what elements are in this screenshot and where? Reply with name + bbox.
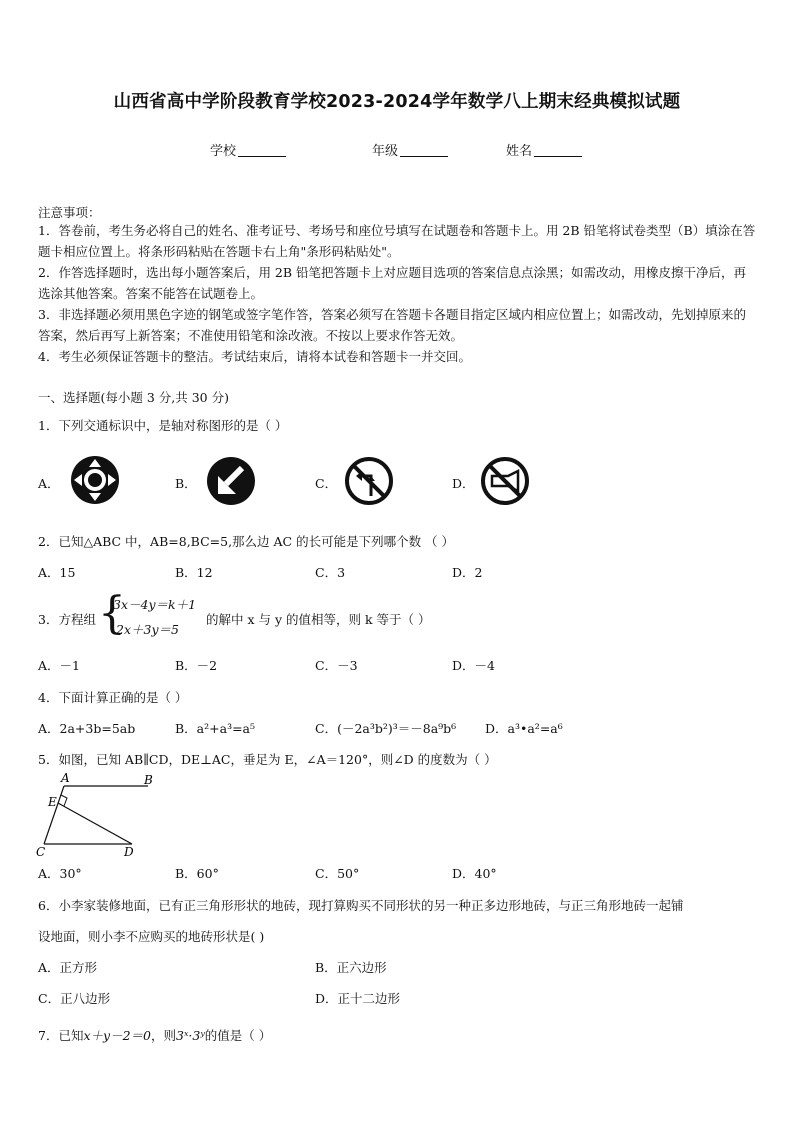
question-2-stem: 2．已知△ABC 中，AB=8,BC=5,那么边 AC 的长可能是下列哪个数 （ ） [38,534,455,549]
q7-prefix: 7．已知 [38,1028,84,1043]
q6-option-d[interactable]: D．正十二边形 [315,991,401,1006]
no-horn-sign-icon[interactable] [480,456,530,506]
notice-item-3: 3．非选择题必须用黑色字迹的钢笔或签字笔作答，答案必须写在答题卡各题目指定区域内相应位置上；如需改动，先划掉原来的答案，然后再写上新答案；不准使用铅笔和涂改液。不按以上要求作答无效。 [38,307,746,343]
notice-heading: 注意事项： [38,205,101,220]
no-left-turn-sign-icon[interactable] [344,456,394,506]
section-heading: 一、选择题(每小题 3 分,共 30 分) [38,390,229,405]
grade-label: 年级 [372,144,399,159]
q5-option-d[interactable]: D．40° [452,866,497,881]
grade-field[interactable] [372,140,448,159]
q5-option-a[interactable]: A．30° [38,866,82,881]
name-field[interactable] [506,140,582,159]
q2-option-a[interactable]: A．15 [38,565,76,580]
notice-item-2: 2．作答选择题时，选出每小题答案后，用 2B 铅笔把答题卡上对应题目选项的答案信息点涂黑；如需改动，用橡皮擦干净后，再选涂其他答案。答案不能答在试题卷上。 [38,265,747,301]
q1-option-d-label[interactable]: D． [452,476,475,491]
q1-option-c-label[interactable]: C． [315,476,338,491]
q2-option-c[interactable]: C．3 [315,565,346,580]
q3-option-b[interactable]: B．－2 [175,658,218,673]
question-3-stem-prefix: 3．方程组 [38,612,96,627]
keep-left-sign-icon[interactable] [206,456,256,506]
question-5-stem: 5．如图，已知 AB∥CD，DE⊥AC，垂足为 E，∠A＝120°，则∠D 的度数为（ ） [38,752,497,767]
q6-option-b[interactable]: B．正六边形 [315,960,387,975]
question-4-stem: 4．下面计算正确的是（ ） [38,690,188,705]
school-field[interactable] [210,140,286,159]
question-7-stem [38,1026,271,1044]
school-blank[interactable] [238,156,286,157]
page-title: 山西省高中学阶段教育学校2023-2024学年数学八上期末经典模拟试题 [113,92,681,112]
q4-option-d[interactable]: D．a³•a²=a⁶ [485,721,563,736]
grade-blank[interactable] [400,156,448,157]
q6-option-c[interactable]: C．正八边形 [38,991,111,1006]
q4-option-a[interactable]: A．2a+3b=5ab [38,721,136,736]
question-6-stem-line1: 6．小李家装修地面，已有正三角形形状的地砖，现打算购买不同形状的另一种正多边形地砖，与正三角形地砖一起铺 [38,898,684,913]
q2-option-b[interactable]: B．12 [175,565,213,580]
point-d: D [124,845,134,859]
q3-option-a[interactable]: A．－1 [38,658,80,673]
question-6-stem-line2: 设地面，则小李不应购买的地砖形状是( ) [38,929,265,944]
right-angle-mark [61,795,67,806]
segment-ed [58,803,132,844]
q3-option-d[interactable]: D．－4 [452,658,495,673]
question-3-stem-suffix: 的解中 x 与 y 的值相等，则 k 等于（ ） [206,612,431,627]
equation-brace: { [98,588,126,639]
point-e: E [48,795,57,809]
q4-option-c[interactable]: C．(－2a³b²)³＝－8a⁹b⁶ [315,721,457,736]
parallel-lines-diagram [34,770,154,860]
q4-option-b[interactable]: B．a²+a³=a⁵ [175,721,256,736]
q1-option-a-label[interactable]: A． [38,476,60,491]
name-label: 姓名 [506,144,533,159]
point-b: B [144,773,153,787]
q2-option-d[interactable]: D．2 [452,565,483,580]
equation-2: 2x＋3y＝5 [116,622,179,637]
q1-option-b-label[interactable]: B． [175,476,197,491]
q7-middle: ，则 [150,1028,176,1043]
q5-option-c[interactable]: C．50° [315,866,360,881]
q7-expression-2: 3ˣ·3ʸ [176,1028,205,1043]
notice-item-1: 1．答卷前，考生务必将自己的姓名、准考证号、考场号和座位号填写在试题卷和答题卡上。用 2B 铅笔将试卷类型（B）填涂在答题卡相应位置上。将条形码粘贴在答题卡右上角"条形码粘贴处"。 [38,223,756,259]
q3-option-c[interactable]: C．－3 [315,658,358,673]
question-1-stem: 1．下列交通标识中，是轴对称图形的是（ ） [38,418,288,433]
point-a: A [61,771,70,785]
q6-option-a[interactable]: A．正方形 [38,960,98,975]
school-label: 学校 [210,144,237,159]
q5-figure [34,770,154,864]
point-c: C [36,845,46,859]
name-blank[interactable] [534,156,582,157]
roundabout-sign-icon[interactable] [70,455,120,505]
q7-expression: x＋y－2＝0 [83,1028,151,1043]
notice-item-4: 4．考生必须保证答题卡的整洁。考试结束后，请将本试卷和答题卡一并交回。 [38,349,471,364]
equation-1: 3x－4y＝k＋1 [113,597,197,612]
q7-suffix: 的值是（ ） [204,1028,272,1043]
q5-option-b[interactable]: B．60° [175,866,219,881]
